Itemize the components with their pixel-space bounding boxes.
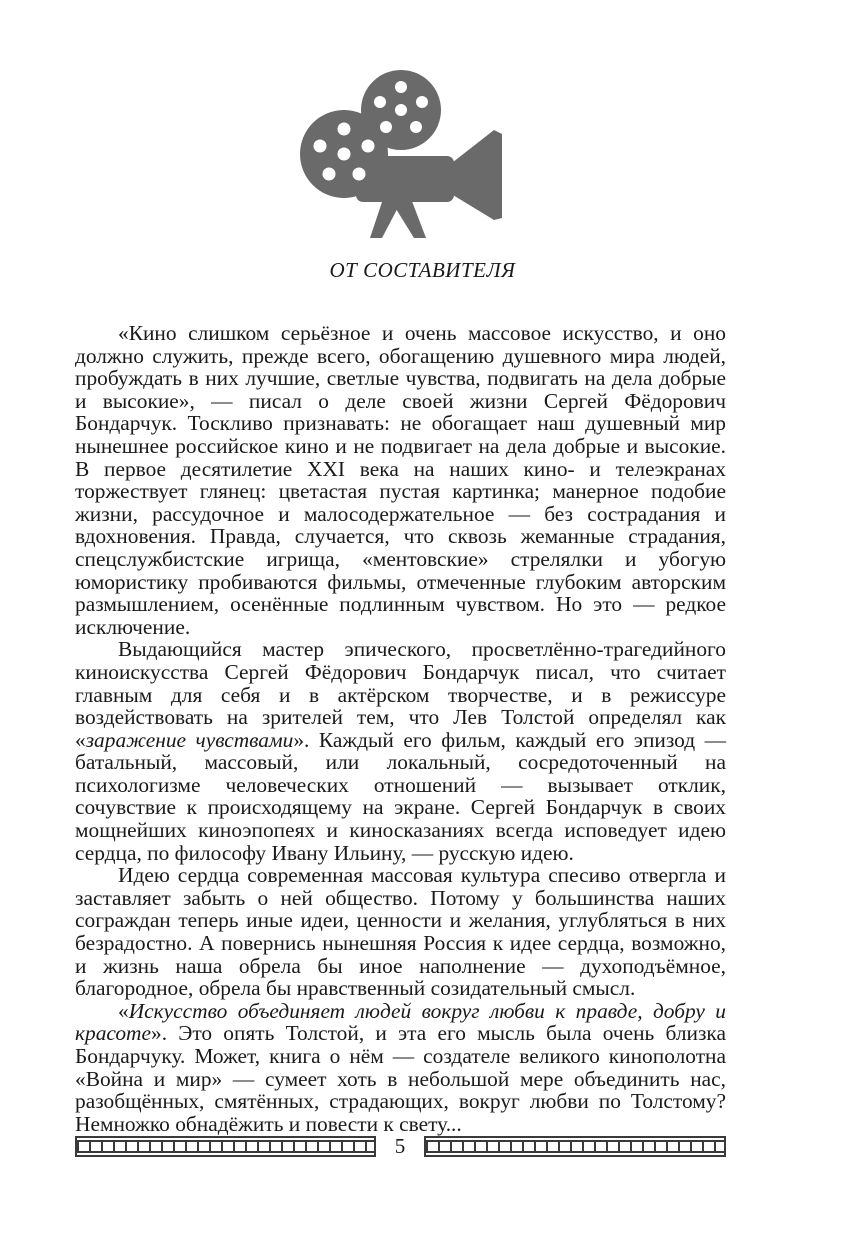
- paragraph: [75, 1000, 726, 1136]
- body-text: [75, 322, 726, 1135]
- page-number: 5: [394, 1134, 406, 1158]
- text-run: «Кино слишком серьёзное и очень массовое искусство, и оно должно служить, прежде всего, обогащению душевного мира людей, пробуждать в них лучшие, светлые чувства, подвигать на дела добрые и высокие», — писал о деле своей жизни Сергей Фёдорович Бондарчук. Тоскливо признавать: не обогащает наш душевный мир нынешнее российское кино и не подвигает на дела добрые и высокие. В первое десятилетие XXI века на наших кино- и телеэкранах торжествует глянец: цветастая пустая картинка; манерное подобие жизни, рассудочное и малосодержательное — без сострадания и вдохновения. Правда, случается, что сквозь жеманные страдания, спецслужбистские игрища, «ментовские» стрелялки и убогую юмористику пробиваются фильмы, отмеченные глубоким авторским размышлением, осенённые подлинным чувством. Но это — редкое исключение.: [75, 321, 726, 639]
- paragraph: [75, 864, 726, 1000]
- paragraph: [75, 638, 726, 864]
- paragraph: [75, 322, 726, 638]
- text-run: «: [118, 998, 129, 1023]
- text-run: ». Каждый его фильм, каждый его эпизод — батальный, массовый, или локальный, сосредоточенный на психологизме человеческих отношений — вызывает отклик, сочувствие к происходящему на экране. Сергей Бондарчук в своих мощнейших киноэпопеях и киносказаниях всегда исповедует идею сердца, по философу Ивану Ильину, — русскую идею.: [75, 727, 727, 865]
- quote-text: Искусство объединяет людей вокруг любви к правде, добру и красоте: [75, 998, 726, 1046]
- film-strip-left: [75, 1136, 376, 1157]
- quote-text: заражение чувствами: [85, 727, 294, 752]
- text-run: Выдающийся мастер эпического, просветлённо-трагедийного киноискусства Сергей Фёдорович Бондарчук писал, что считает главным для себя и в актёрском творчестве, и в режиссуре воздействовать на зрителей тем, что Лев Толстой определял как «: [75, 637, 726, 752]
- text-run: ». Это опять Толстой, и эта его мысль была очень близка Бондарчуку. Может, книга о нём — создателе великого кинополотна «Война и мир» — сумеет хоть в небольшой мере объединить нас, разобщённых, смятённых, страдающих, вокруг любви по Толстому? Немножко обнадёжить и повести к свету...: [75, 1021, 726, 1136]
- film-strip-right: [424, 1136, 726, 1157]
- text-run: Идею сердца современная массовая культура спесиво отвергла и заставляет забыть о ней общество. Потому у большинства наших сограждан теперь иные идеи, ценности и желания, углубляться в них безрадостно. А повернись нынешняя Россия к идее сердца, возможно, и жизнь наша обрела бы иное наполнение — духоподъёмное, благородное, обрела бы нравственный созидательный смысл.: [75, 863, 726, 1001]
- film-camera-icon: [298, 68, 504, 246]
- section-heading: ОТ СОСТАВИТЕЛЯ: [329, 258, 516, 282]
